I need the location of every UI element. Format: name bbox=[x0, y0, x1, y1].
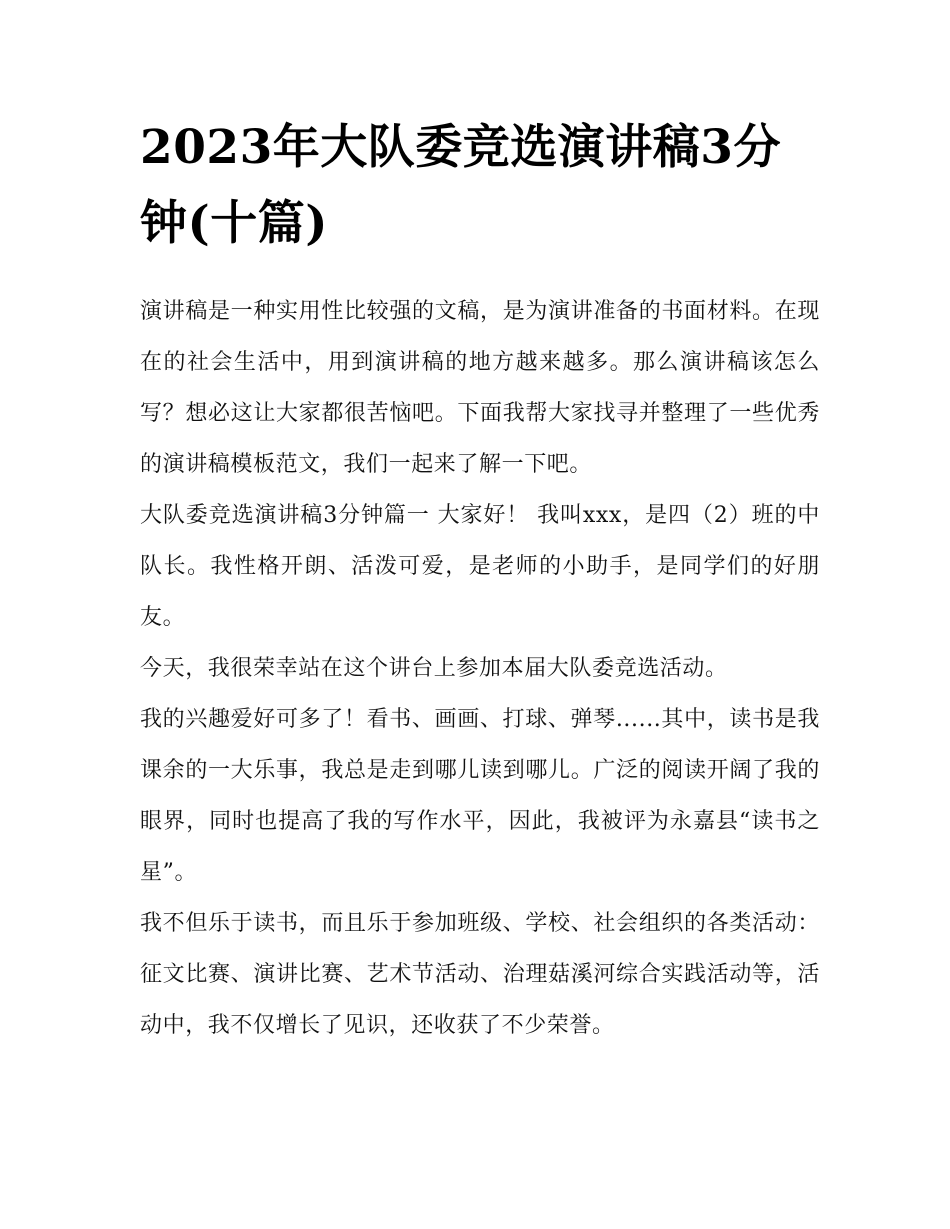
paragraph-intro: 演讲稿是一种实用性比较强的文稿，是为演讲准备的书面材料。在现在的社会生活中，用到演讲稿的地方越来越多。那么演讲稿该怎么写？想必这让大家都很苦恼吧。下面我帮大家找寻并整理了一些优秀的演讲稿模板范文，我们一起来了解一下吧。 bbox=[140, 299, 820, 477]
document-title: 2023年大队委竞选演讲稿3分钟(十篇) bbox=[140, 120, 782, 251]
paragraph-self-introduction: 大队委竞选演讲稿3分钟篇一 大家好！ 我叫xxx，是四（2）班的中队长。我性格开朗、活泼可爱，是老师的小助手，是同学们的好朋友。 bbox=[140, 503, 820, 630]
paragraph-activities: 我不但乐于读书，而且乐于参加班级、学校、社会组织的各类活动：征文比赛、演讲比赛、艺术节活动、治理菇溪河综合实践活动等，活动中，我不仅增长了见识，还收获了不少荣誉。 bbox=[140, 911, 820, 1038]
document-body bbox=[140, 286, 820, 1051]
paragraph-hobbies: 我的兴趣爱好可多了！看书、画画、打球、弹琴......其中，读书是我课余的一大乐事，我总是走到哪儿读到哪儿。广泛的阅读开阔了我的眼界，同时也提高了我的写作水平，因此，我被评为永嘉县“读书之星”。 bbox=[140, 707, 820, 885]
paragraph-honored: 今天，我很荣幸站在这个讲台上参加本届大队委竞选活动。 bbox=[140, 656, 728, 681]
document-content bbox=[140, 110, 820, 1051]
